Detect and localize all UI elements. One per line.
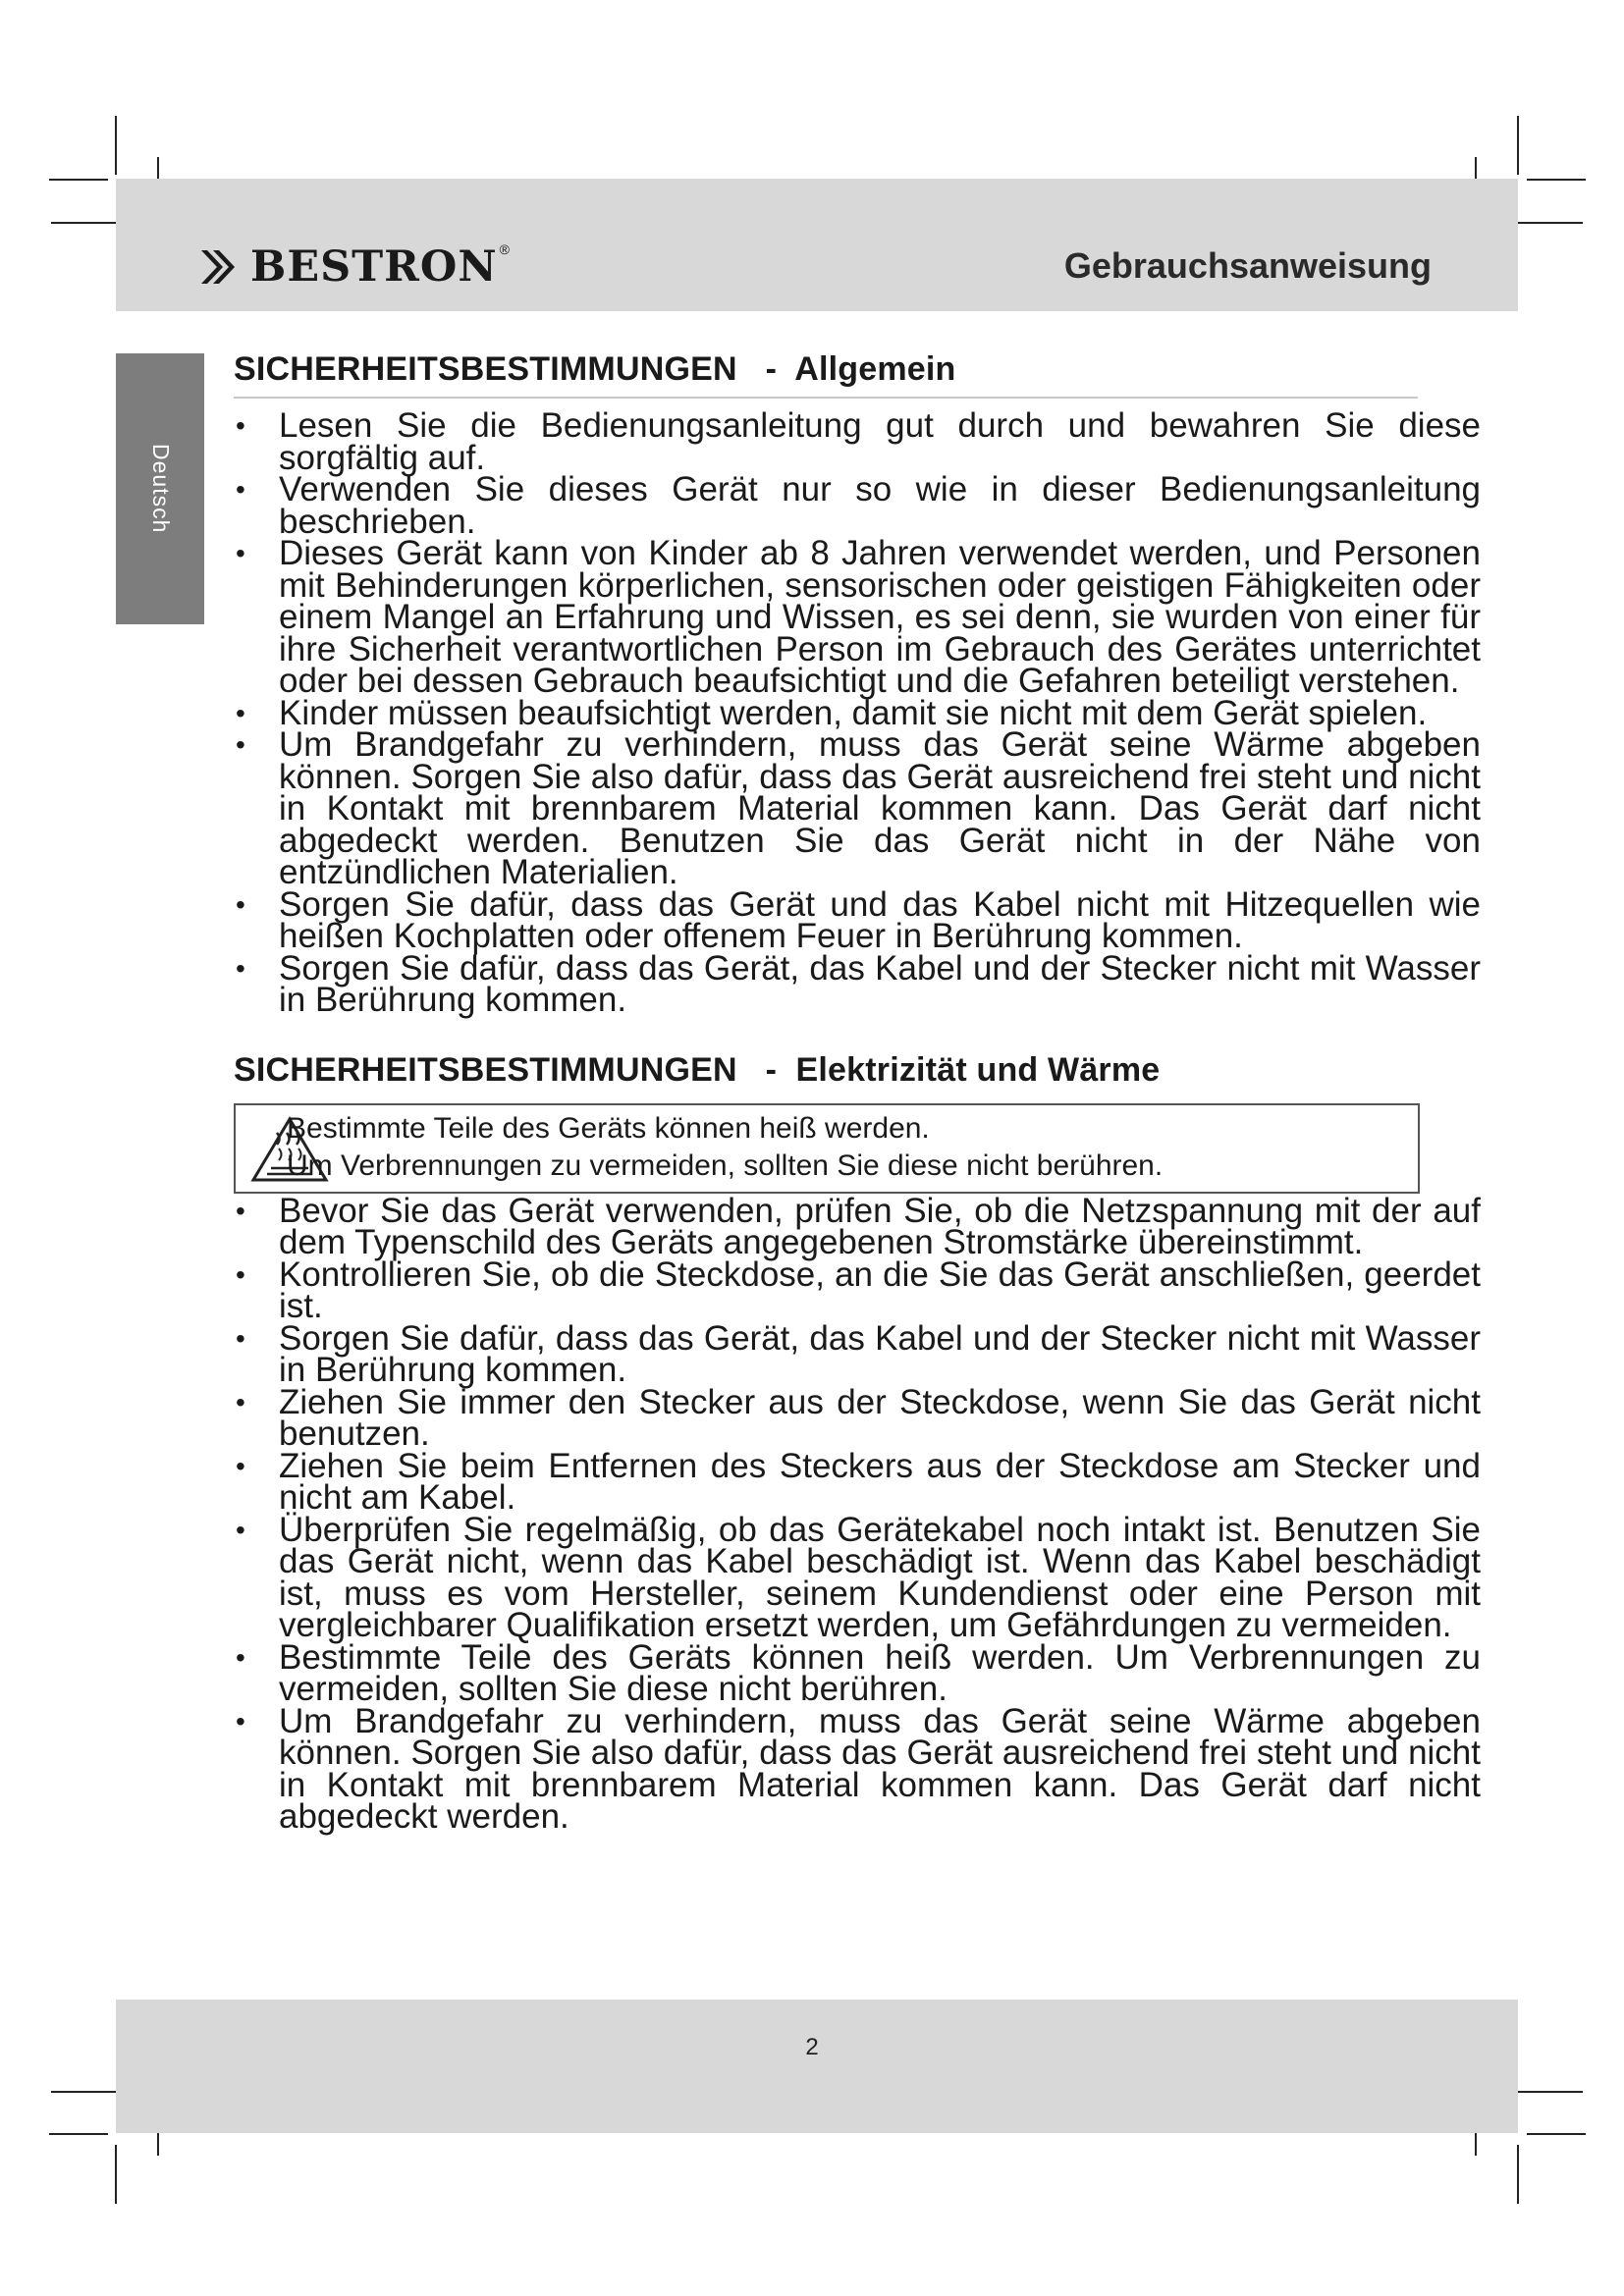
- list-item: • Kontrollieren Sie, ob die Steckdose, an die Sie das Gerät anschließen, geerdet ist.: [234, 1259, 1481, 1323]
- warning-line-1: Bestimmte Teile des Geräts können heiß werden.: [287, 1111, 930, 1145]
- document-title: Gebrauchsanweisung: [1063, 245, 1432, 286]
- crop-mark: [1517, 116, 1519, 175]
- crop-mark: [49, 2133, 108, 2135]
- list-item: • Um Brandgefahr zu verhindern, muss das Gerät seine Wärme abgeben können. Sorgen Sie also dafür, dass das Gerät ausreichend frei steht und nicht in Kontakt mit brennbarem Material kommen kann. Das Gerät darf nicht abgedeckt werden. Benutzen Sie das Gerät nicht in der Nähe von entzündlichen Materialien.: [234, 729, 1481, 889]
- page-number: 2: [805, 2034, 819, 2060]
- main-content: [234, 344, 1481, 1836]
- list-item: • Dieses Gerät kann von Kinder ab 8 Jahren verwendet werden, und Personen mit Behinderungen körperlichen, sensorischen oder geistigen Fähigkeiten oder einem Mangel an Erfahrung und Wissen, es sei denn, sie wurden von einer für ihre Sicherheit verantwortlichen Person im Gebrauch des Gerätes unterrichtet oder bei dessen Gebrauch beaufsichtigt und die Gefahren beteiligt verstehen.: [234, 538, 1481, 698]
- section-gap: [234, 1017, 1461, 1044]
- crop-mark: [1527, 2133, 1586, 2135]
- brand-chevron-icon: [201, 250, 243, 284]
- hot-surface-warning-box: [234, 1103, 1420, 1194]
- registered-mark: ®: [499, 241, 510, 257]
- list-item: • Bevor Sie das Gerät verwenden, prüfen Sie, ob die Netzspannung mit der auf dem Typenschild des Geräts angegebenen Stromstärke übereinstimmt.: [234, 1196, 1481, 1259]
- electrical-safety-list: [234, 1191, 1481, 1836]
- footer-band: [116, 2000, 1518, 2133]
- section-divider: [234, 397, 1418, 399]
- list-item: • Sorgen Sie dafür, dass das Gerät, das Kabel und der Stecker nicht mit Wasser in Berührung kommen.: [234, 1323, 1481, 1387]
- brand-name: BESTRON: [250, 242, 498, 292]
- list-item: • Überprüfen Sie regelmäßig, ob das Gerätekabel noch intakt ist. Benutzen Sie das Gerät nicht, wenn das Kabel beschädigt ist. Wenn das Kabel beschädigt ist, muss es vom Hersteller, seinem Kundendienst oder eine Person mit vergleichbarer Qualifikation ersetzt werden, um Gefährdungen zu vermeiden.: [234, 1515, 1481, 1642]
- list-item: • Verwenden Sie dieses Gerät nur so wie in dieser Bedienungsanleitung beschrieben.: [234, 474, 1481, 538]
- list-item: • Sorgen Sie dafür, dass das Gerät und das Kabel nicht mit Hitzequellen wie heißen Kochplatten oder offenem Feuer in Berührung kommen.: [234, 889, 1481, 953]
- crop-mark: [49, 179, 108, 181]
- warning-text: [287, 1110, 1163, 1185]
- list-item: • Sorgen Sie dafür, dass das Gerät, das Kabel und der Stecker nicht mit Wasser in Berührung kommen.: [234, 953, 1481, 1017]
- crop-mark: [1527, 179, 1586, 181]
- list-item: • Lesen Sie die Bedienungsanleitung gut durch und bewahren Sie diese sorgfältig auf.: [234, 410, 1481, 474]
- crop-mark: [115, 2145, 117, 2204]
- general-safety-list: [234, 406, 1481, 1019]
- section-title-electrical: SICHERHEITSBESTIMMUNGEN - Elektrizität und Wärme: [234, 1050, 1161, 1089]
- language-label: Deutsch: [148, 444, 174, 534]
- warning-line-2: Um Verbrennungen zu vermeiden, sollten Sie diese nicht berühren.: [287, 1148, 1164, 1182]
- crop-mark: [115, 116, 117, 175]
- list-item: • Um Brandgefahr zu verhindern, muss das Gerät seine Wärme abgeben können. Sorgen Sie also dafür, dass das Gerät ausreichend frei steht und nicht in Kontakt mit brennbarem Material kommen kann. Das Gerät darf nicht abgedeckt werden.: [234, 1706, 1481, 1834]
- list-item: • Ziehen Sie beim Entfernen des Steckers aus der Steckdose am Stecker und nicht am Kabel.: [234, 1451, 1481, 1515]
- list-item: • Ziehen Sie immer den Stecker aus der Steckdose, wenn Sie das Gerät nicht benutzen.: [234, 1387, 1481, 1451]
- list-item: • Kinder müssen beaufsichtigt werden, damit sie nicht mit dem Gerät spielen.: [234, 698, 1481, 730]
- brand-logo: [201, 240, 510, 294]
- section-title-general: SICHERHEITSBESTIMMUNGEN - Allgemein: [234, 350, 956, 388]
- crop-mark: [1517, 2145, 1519, 2204]
- list-item: • Bestimmte Teile des Geräts können heiß werden. Um Verbrennungen zu vermeiden, sollten Sie diese nicht berühren.: [234, 1642, 1481, 1706]
